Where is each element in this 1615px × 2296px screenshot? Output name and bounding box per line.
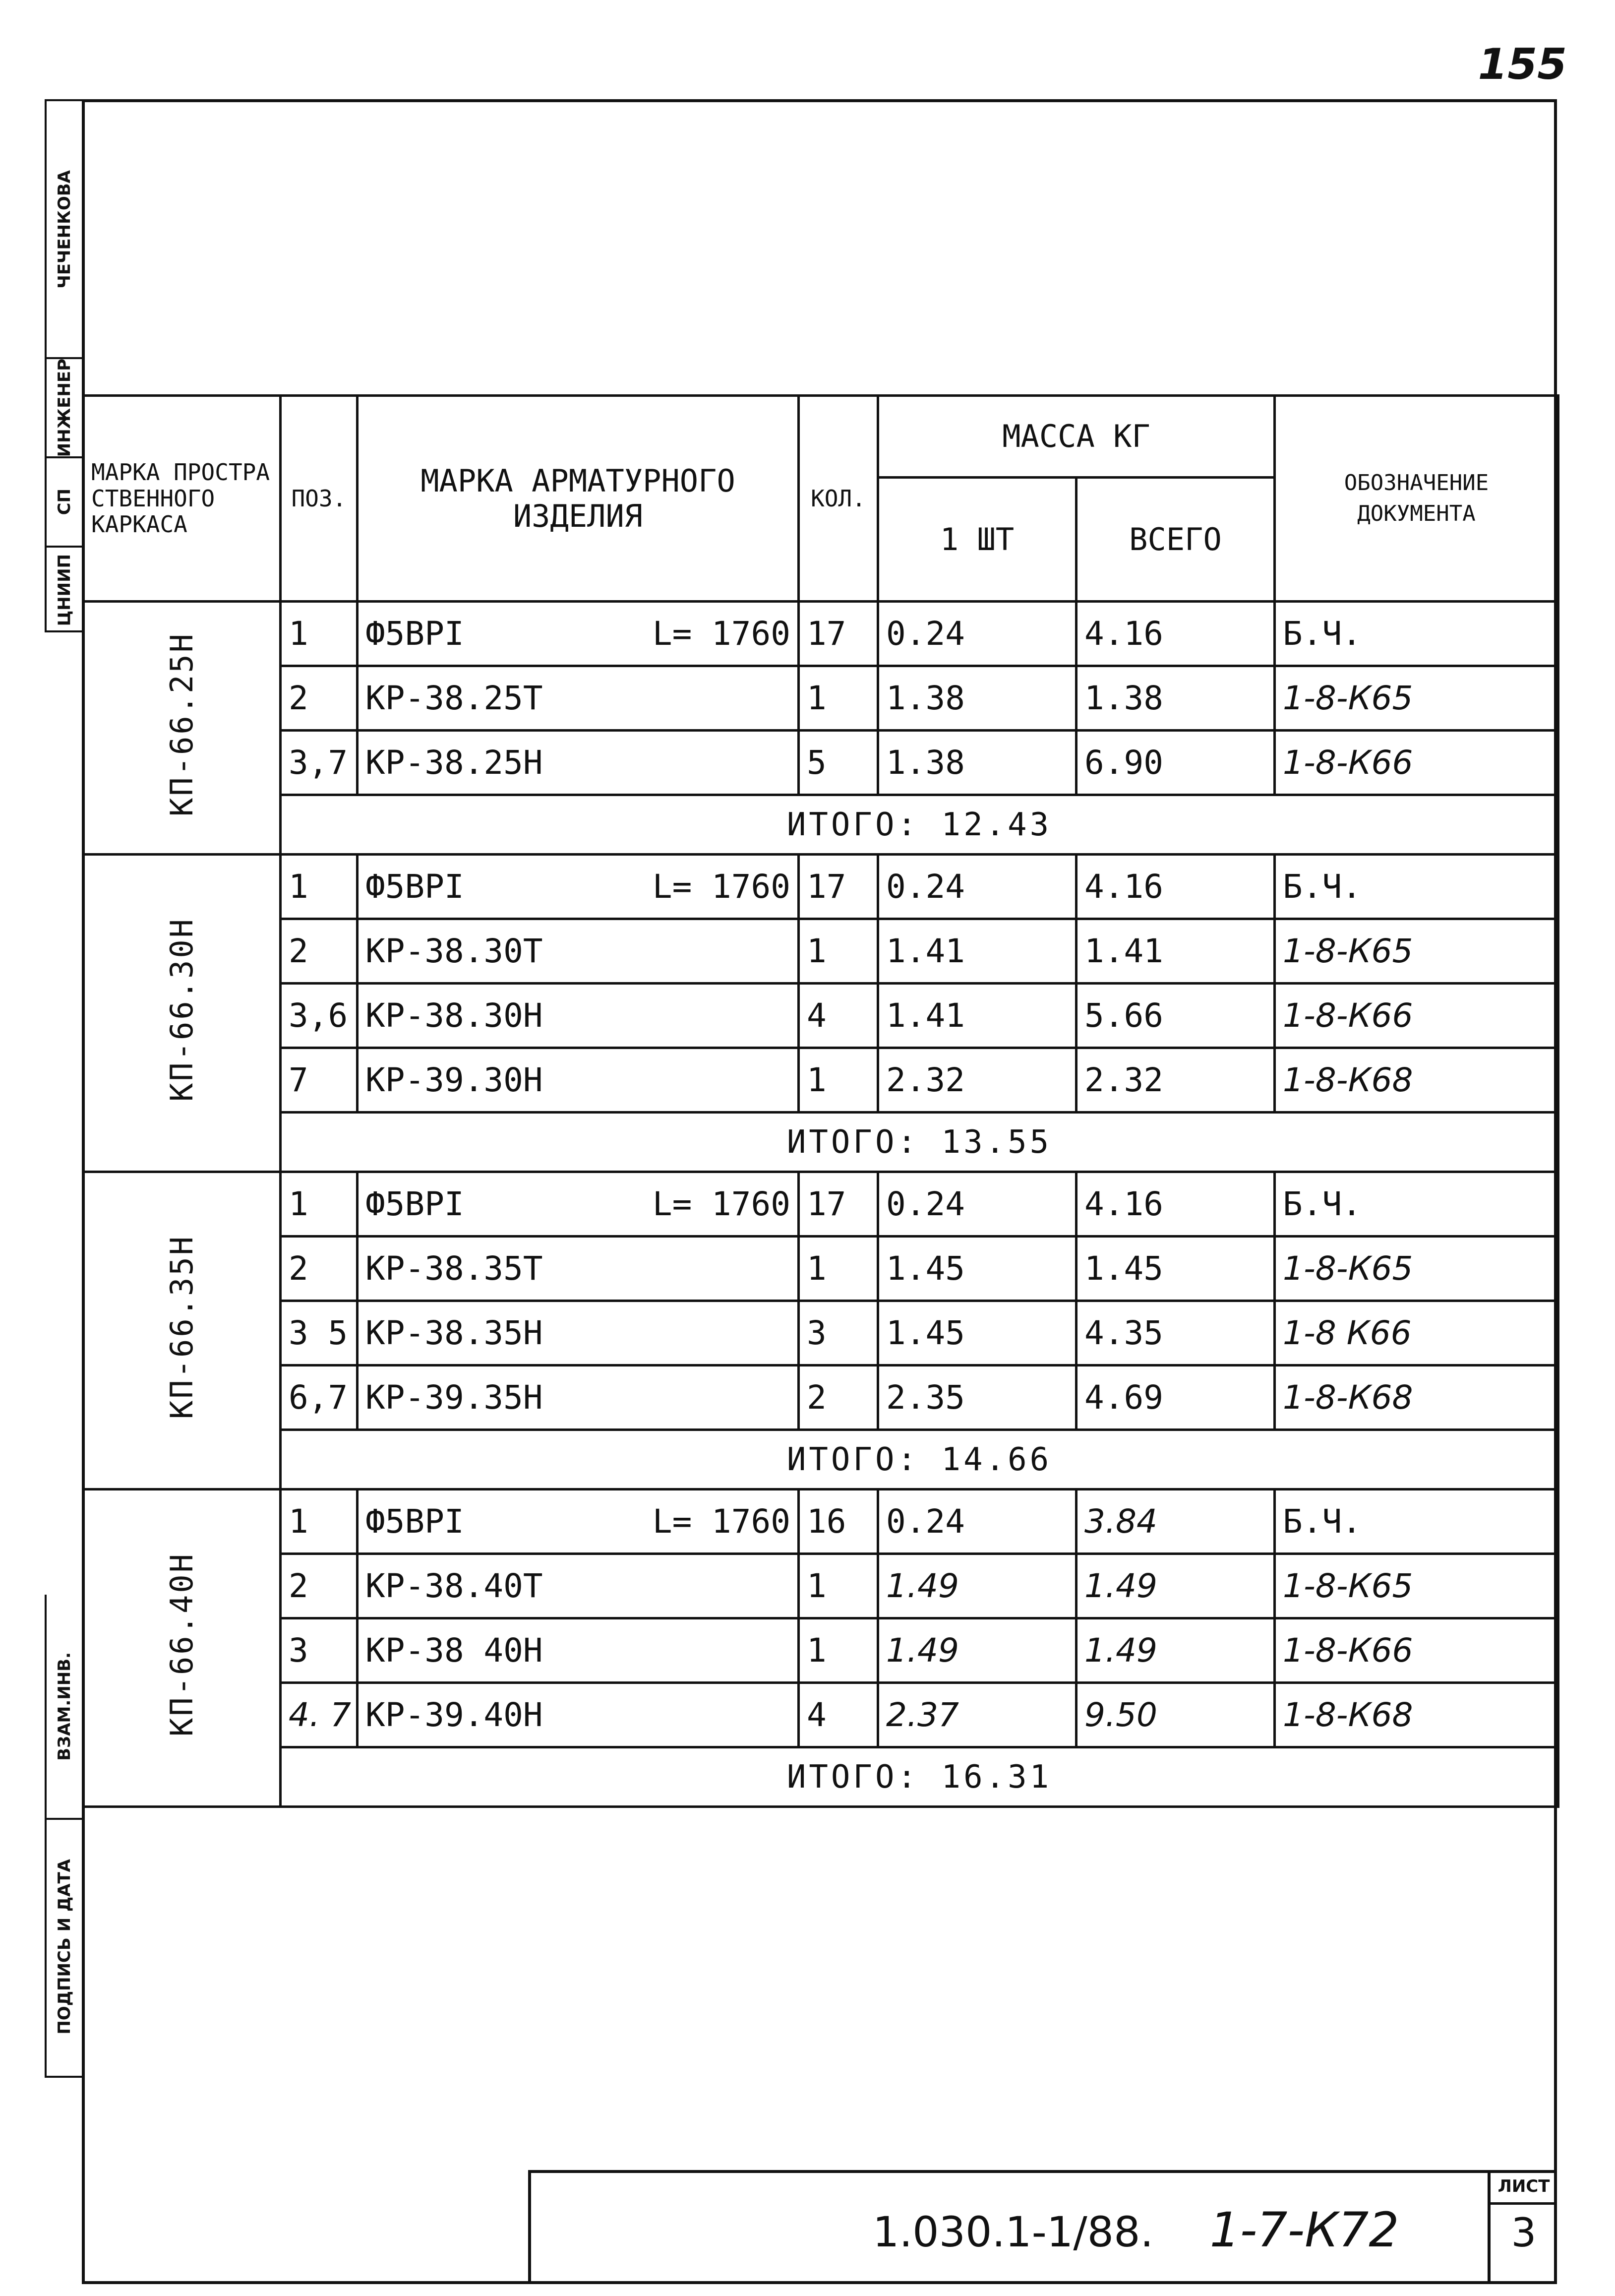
document-number: 1.030.1-1/88.: [873, 2208, 1154, 2256]
total-mass-cell: 1.41: [1077, 919, 1275, 984]
doc-cell: 1-8-К66: [1275, 984, 1558, 1048]
side-stamp-dept-cell: [47, 458, 82, 548]
table-row: [83, 984, 1558, 1048]
total-row: [83, 1113, 1558, 1172]
qty-cell: 2: [799, 1365, 878, 1430]
doc-cell: 1-8 К66: [1275, 1301, 1558, 1365]
qty-cell: 1: [799, 1554, 878, 1618]
page-number: 155: [1478, 40, 1567, 89]
item-cell: КР-39.35Н: [358, 1365, 799, 1430]
doc-cell: 1-8-К65: [1275, 1554, 1558, 1618]
item-cell: КР-38.30Н: [358, 984, 799, 1048]
header-row: [83, 396, 1558, 478]
unit-mass-cell: 1.49: [878, 1618, 1077, 1683]
doc-cell: 1-8-К66: [1275, 731, 1558, 795]
qty-cell: 4: [799, 1683, 878, 1747]
header-frame-mark: МАРКА ПРОСТРА СТВЕННОГО КАРКАСА: [83, 396, 281, 602]
table-row: [83, 1618, 1558, 1683]
unit-mass-cell: 2.32: [878, 1048, 1077, 1113]
total-row: [83, 795, 1558, 855]
frame-mark: КП-66.35Н: [164, 1234, 200, 1419]
qty-cell: 17: [799, 1172, 878, 1237]
table-row: [83, 1489, 1558, 1554]
item-cell: [358, 1489, 799, 1554]
qty-cell: 1: [799, 919, 878, 984]
sheet-label: ЛИСТ: [1491, 2170, 1557, 2205]
qty-cell: 4: [799, 984, 878, 1048]
doc-cell: Б.Ч.: [1275, 1489, 1558, 1554]
item-cell: КР-39.30Н: [358, 1048, 799, 1113]
sheet-number: 3: [1511, 2210, 1537, 2256]
sheet-box: [1488, 2170, 1557, 2284]
item-length: L= 1760: [652, 1502, 790, 1541]
item-cell: КР-39.40Н: [358, 1683, 799, 1747]
qty-cell: 16: [799, 1489, 878, 1554]
qty-cell: 1: [799, 1237, 878, 1301]
table-row: [83, 1172, 1558, 1237]
unit-mass-cell: 1.41: [878, 984, 1077, 1048]
total-row: [83, 1430, 1558, 1489]
qty-cell: 1: [799, 1048, 878, 1113]
item-cell: КР-38.35Т: [358, 1237, 799, 1301]
total-mass-cell: 4.16: [1077, 855, 1275, 919]
item-cell: [358, 1172, 799, 1237]
doc-cell: 1-8-К68: [1275, 1365, 1558, 1430]
pos-cell: 6,7: [281, 1365, 358, 1430]
doc-cell: 1-8-К68: [1275, 1048, 1558, 1113]
header-mass-total: ВСЕГО: [1077, 478, 1275, 602]
doc-cell: Б.Ч.: [1275, 855, 1558, 919]
frame-mark-cell: [83, 1489, 281, 1807]
side-stamp-role: ИНЖЕНЕР: [54, 358, 74, 457]
qty-cell: 5: [799, 731, 878, 795]
table-row: [83, 1048, 1558, 1113]
frame-mark-cell: [83, 855, 281, 1172]
item-mark: Ф5ВРI: [365, 615, 464, 653]
table-row: [83, 731, 1558, 795]
item-cell: [358, 855, 799, 919]
frame-mark: КП-66.25Н: [164, 631, 200, 816]
total-mass-cell: 1.49: [1077, 1554, 1275, 1618]
pos-cell: 2: [281, 666, 358, 731]
pos-cell: 1: [281, 1172, 358, 1237]
qty-cell: 17: [799, 602, 878, 666]
specification-table: [82, 394, 1559, 1808]
group-total: ИТОГО: 16.31: [281, 1747, 1558, 1807]
total-mass-cell: 3.84: [1077, 1489, 1275, 1554]
total-mass-cell: 4.35: [1077, 1301, 1275, 1365]
header-qty: КОЛ.: [799, 396, 878, 602]
item-length: L= 1760: [652, 868, 790, 906]
total-row: [83, 1747, 1558, 1807]
item-mark: Ф5ВРI: [365, 1502, 464, 1541]
group-total: ИТОГО: 12.43: [281, 795, 1558, 855]
item-length: L= 1760: [652, 1185, 790, 1223]
item-cell: КР-38.40Т: [358, 1554, 799, 1618]
doc-cell: 1-8-К65: [1275, 666, 1558, 731]
header-pos: ПОЗ.: [281, 396, 358, 602]
unit-mass-cell: 1.41: [878, 919, 1077, 984]
pos-cell: 1: [281, 1489, 358, 1554]
pos-cell: 3 5: [281, 1301, 358, 1365]
frame-mark-cell: [83, 1172, 281, 1489]
table-row: [83, 855, 1558, 919]
item-cell: КР-38.25Т: [358, 666, 799, 731]
header-mass-unit: 1 ШТ: [878, 478, 1077, 602]
pos-cell: 3,6: [281, 984, 358, 1048]
table-row: [83, 1237, 1558, 1301]
pos-cell: 2: [281, 919, 358, 984]
side-stamp-org-cell: [47, 548, 82, 632]
side-stamp-sign-cell: [45, 1818, 82, 2076]
pos-cell: 2: [281, 1554, 358, 1618]
header-item-mark: МАРКА АРМАТУРНОГО ИЗДЕЛИЯ: [358, 396, 799, 602]
table-row: [83, 666, 1558, 731]
group-total: ИТОГО: 13.55: [281, 1113, 1558, 1172]
table-row: [83, 602, 1558, 666]
item-cell: КР-38.30Т: [358, 919, 799, 984]
header-mass: МАССА КГ: [878, 396, 1275, 478]
doc-cell: Б.Ч.: [1275, 602, 1558, 666]
unit-mass-cell: 1.49: [878, 1554, 1077, 1618]
pos-cell: 1: [281, 855, 358, 919]
item-mark: Ф5ВРI: [365, 1185, 464, 1223]
total-mass-cell: 1.38: [1077, 666, 1275, 731]
side-stamp-replace: ВЗАМ.ИНВ.: [54, 1652, 74, 1761]
pos-cell: 7: [281, 1048, 358, 1113]
total-mass-cell: 4.16: [1077, 1172, 1275, 1237]
qty-cell: 3: [799, 1301, 878, 1365]
pos-cell: 4. 7: [281, 1683, 358, 1747]
item-length: L= 1760: [652, 615, 790, 653]
total-mass-cell: 6.90: [1077, 731, 1275, 795]
pos-cell: 3: [281, 1618, 358, 1683]
unit-mass-cell: 2.37: [878, 1683, 1077, 1747]
item-cell: КР-38.25Н: [358, 731, 799, 795]
pos-cell: 2: [281, 1237, 358, 1301]
unit-mass-cell: 0.24: [878, 1489, 1077, 1554]
side-stamp-author-cell: [47, 101, 82, 359]
qty-cell: 1: [799, 666, 878, 731]
doc-cell: Б.Ч.: [1275, 1172, 1558, 1237]
total-mass-cell: 5.66: [1077, 984, 1275, 1048]
item-cell: [358, 602, 799, 666]
table-row: [83, 1365, 1558, 1430]
unit-mass-cell: 0.24: [878, 602, 1077, 666]
frame-mark: КП-66.40Н: [164, 1551, 200, 1737]
item-cell: КР-38.35Н: [358, 1301, 799, 1365]
unit-mass-cell: 0.24: [878, 855, 1077, 919]
unit-mass-cell: 1.45: [878, 1301, 1077, 1365]
total-mass-cell: 9.50: [1077, 1683, 1275, 1747]
group-total: ИТОГО: 14.66: [281, 1430, 1558, 1489]
doc-cell: 1-8-К68: [1275, 1683, 1558, 1747]
side-stamp: [45, 99, 82, 632]
item-mark: Ф5ВРI: [365, 868, 464, 906]
side-stamp-divider: [45, 2076, 82, 2078]
side-stamp-org: ЦНИИП: [54, 554, 74, 626]
item-cell: КР-38 40Н: [358, 1618, 799, 1683]
unit-mass-cell: 1.38: [878, 666, 1077, 731]
table-row: [83, 1554, 1558, 1618]
unit-mass-cell: 0.24: [878, 1172, 1077, 1237]
doc-cell: 1-8-К65: [1275, 919, 1558, 984]
side-stamp-dept: СП: [54, 489, 74, 515]
header-doc: ОБОЗНАЧЕНИЕ ДОКУМЕНТА: [1275, 396, 1558, 602]
doc-cell: 1-8-К66: [1275, 1618, 1558, 1683]
total-mass-cell: 2.32: [1077, 1048, 1275, 1113]
table-row: [83, 1301, 1558, 1365]
side-stamp-replace-cell: [45, 1595, 82, 1818]
qty-cell: 17: [799, 855, 878, 919]
side-stamp-author: ЧЕЧЕНКОВА: [54, 170, 74, 289]
frame-mark-cell: [83, 602, 281, 855]
sheet-code: 1-7-К72: [1209, 2202, 1399, 2258]
total-mass-cell: 4.69: [1077, 1365, 1275, 1430]
unit-mass-cell: 1.38: [878, 731, 1077, 795]
doc-cell: 1-8-К65: [1275, 1237, 1558, 1301]
total-mass-cell: 4.16: [1077, 602, 1275, 666]
total-mass-cell: 1.49: [1077, 1618, 1275, 1683]
table-row: [83, 1683, 1558, 1747]
unit-mass-cell: 2.35: [878, 1365, 1077, 1430]
unit-mass-cell: 1.45: [878, 1237, 1077, 1301]
total-mass-cell: 1.45: [1077, 1237, 1275, 1301]
pos-cell: 1: [281, 602, 358, 666]
side-stamp-sign: ПОДПИСЬ И ДАТА: [54, 1859, 74, 2035]
side-stamp-role-cell: [47, 359, 82, 458]
frame-mark: КП-66.30Н: [164, 917, 200, 1102]
table-row: [83, 919, 1558, 984]
qty-cell: 1: [799, 1618, 878, 1683]
document-code: [873, 2202, 1468, 2258]
pos-cell: 3,7: [281, 731, 358, 795]
